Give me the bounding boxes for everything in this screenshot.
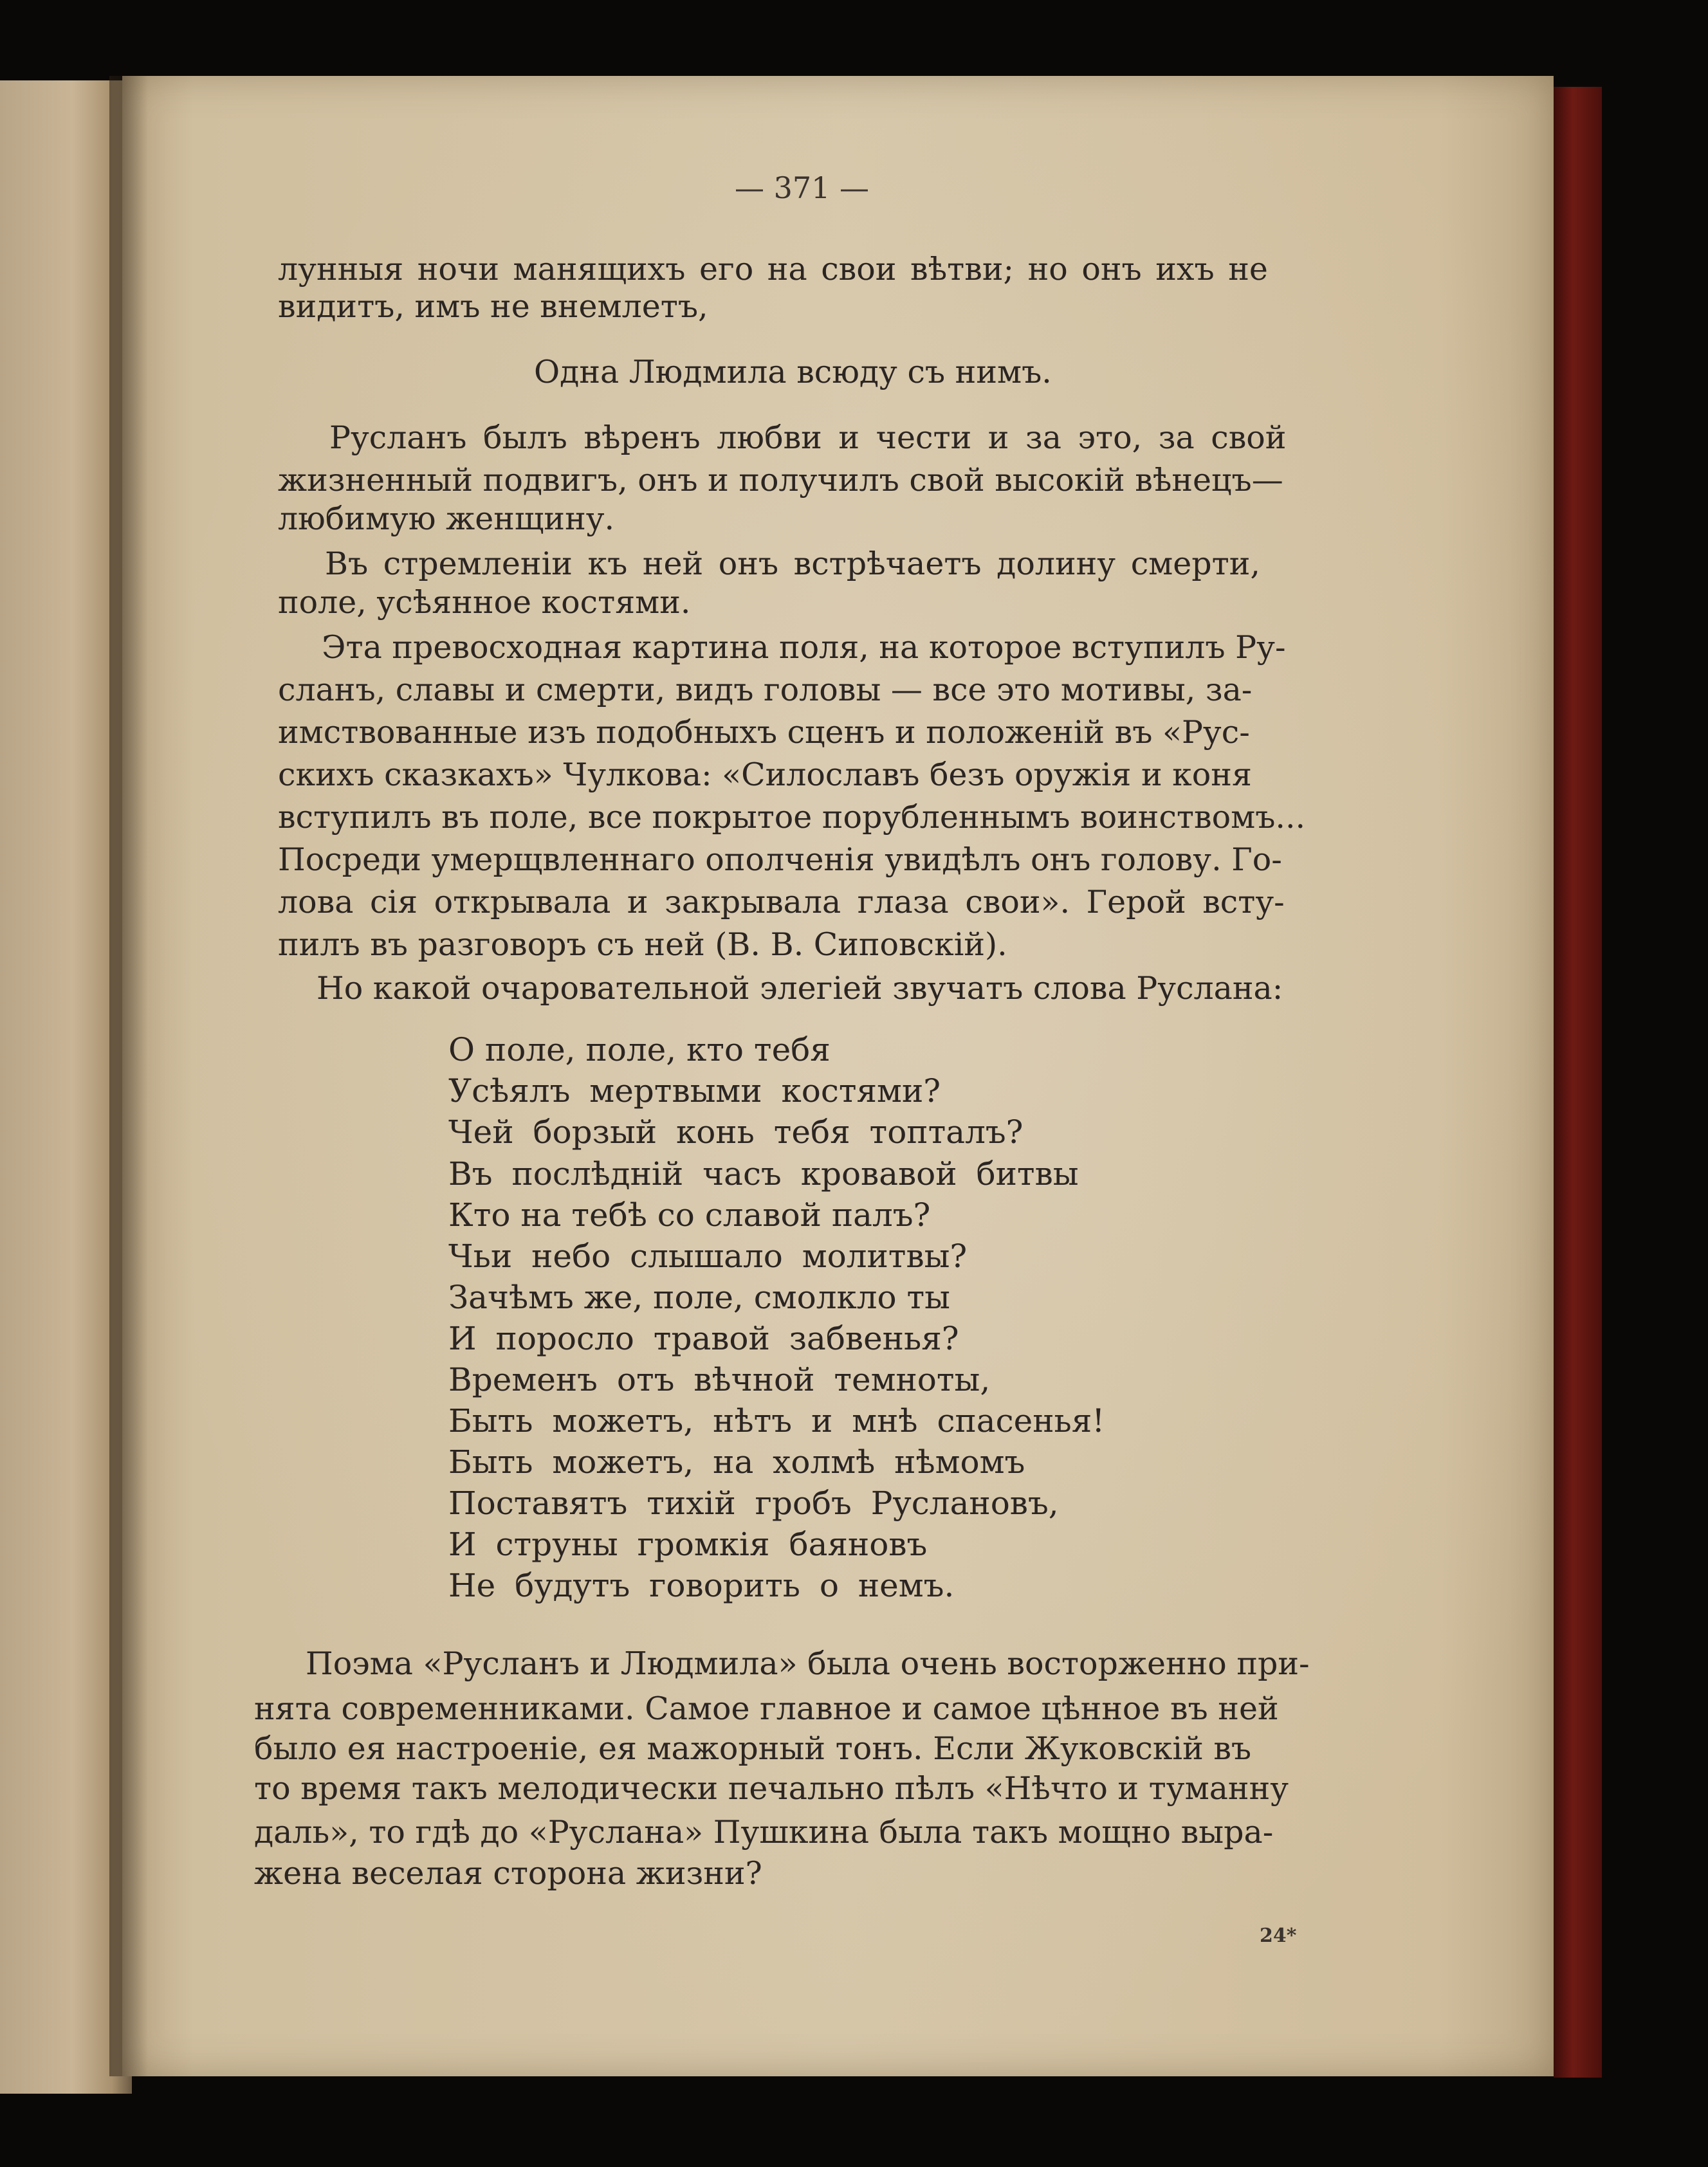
text-line: жизненный подвигъ, онъ и получилъ свой высокій вѣнецъ— [278,462,1283,498]
signature-mark: 24* [1260,1925,1297,1947]
quote-line: Одна Людмила всюду съ нимъ. [534,354,1052,390]
text-line: видитъ, имъ не внемлетъ, [278,288,708,325]
poem-line: Усѣялъ мертвыми костями? [448,1072,941,1110]
poem-line: Поставятъ тихій гробъ Руслановъ, [448,1485,1059,1522]
text-line: Посреди умерщвленнаго ополченія увидѣлъ онъ голову. Го- [278,841,1282,878]
gutter-shadow [109,76,148,2076]
text-line: скихъ сказкахъ» Чулкова: «Силославъ безъ оружія и коня [278,756,1252,793]
text-line: Въ стремленіи къ ней онъ встрѣчаетъ долину смерти, [325,545,1260,582]
poem-line: Зачѣмъ же, поле, смолкло ты [448,1279,950,1316]
poem-line: О поле, поле, кто тебя [448,1031,831,1068]
text-line: поле, усѣянное костями. [278,584,691,621]
text-line: вступилъ въ поле, все покрытое порубленнымъ воинствомъ... [278,799,1306,836]
text-line: то время такъ мелодически печально пѣлъ «Нѣчто и туманну [254,1770,1289,1807]
text-line: имствованные изъ подобныхъ сценъ и положеній въ «Рус- [278,714,1250,751]
text-line: лова сія открывала и закрывала глаза свои». Герой всту- [278,884,1285,920]
poem-line: Чьи небо слышало молитвы? [448,1238,968,1275]
poem-line: Кто на тебѣ со славой палъ? [448,1196,931,1234]
book-spine [1554,87,1602,2078]
text-line: Русланъ былъ вѣренъ любви и чести и за это, за свой [329,419,1287,456]
text-line: Поэма «Русланъ и Людмила» была очень восторженно при- [306,1645,1310,1682]
text-line: сланъ, славы и смерти, видъ головы — все это мотивы, за- [278,672,1253,708]
text-line: Эта превосходная картина поля, на которое вступилъ Ру- [322,629,1286,666]
poem-line: И струны громкія баяновъ [448,1526,928,1563]
text-line: жена веселая сторона жизни? [254,1855,762,1892]
text-line: даль», то гдѣ до «Руслана» Пушкина была такъ мощно выра- [254,1814,1274,1851]
poem-line: Въ послѣдній часъ кровавой битвы [448,1155,1079,1193]
poem-line: Временъ отъ вѣчной темноты, [448,1361,991,1398]
text-line: лунныя ночи манящихъ его на свои вѣтви; но онъ ихъ не [278,251,1268,288]
text-line: Но какой очаровательной элегіей звучатъ слова Руслана: [317,970,1283,1007]
text-line: нята современниками. Самое главное и самое цѣнное въ ней [254,1690,1279,1727]
poem-line: Быть можетъ, нѣтъ и мнѣ спасенья! [448,1402,1105,1440]
text-line: любимую женщину. [278,500,615,537]
poem-line: И поросло травой забвенья? [448,1320,959,1357]
text-line: было ея настроеніе, ея мажорный тонъ. Если Жуковскій въ [254,1730,1252,1767]
text-line: пилъ въ разговоръ съ ней (В. В. Сиповскій). [278,926,1007,963]
poem-line: Чей борзый конь тебя топталъ? [448,1113,1024,1151]
page-number: — 371 — [735,170,870,205]
poem-line: Не будутъ говорить о немъ. [448,1567,955,1604]
poem-line: Быть можетъ, на холмѣ нѣмомъ [448,1443,1025,1481]
